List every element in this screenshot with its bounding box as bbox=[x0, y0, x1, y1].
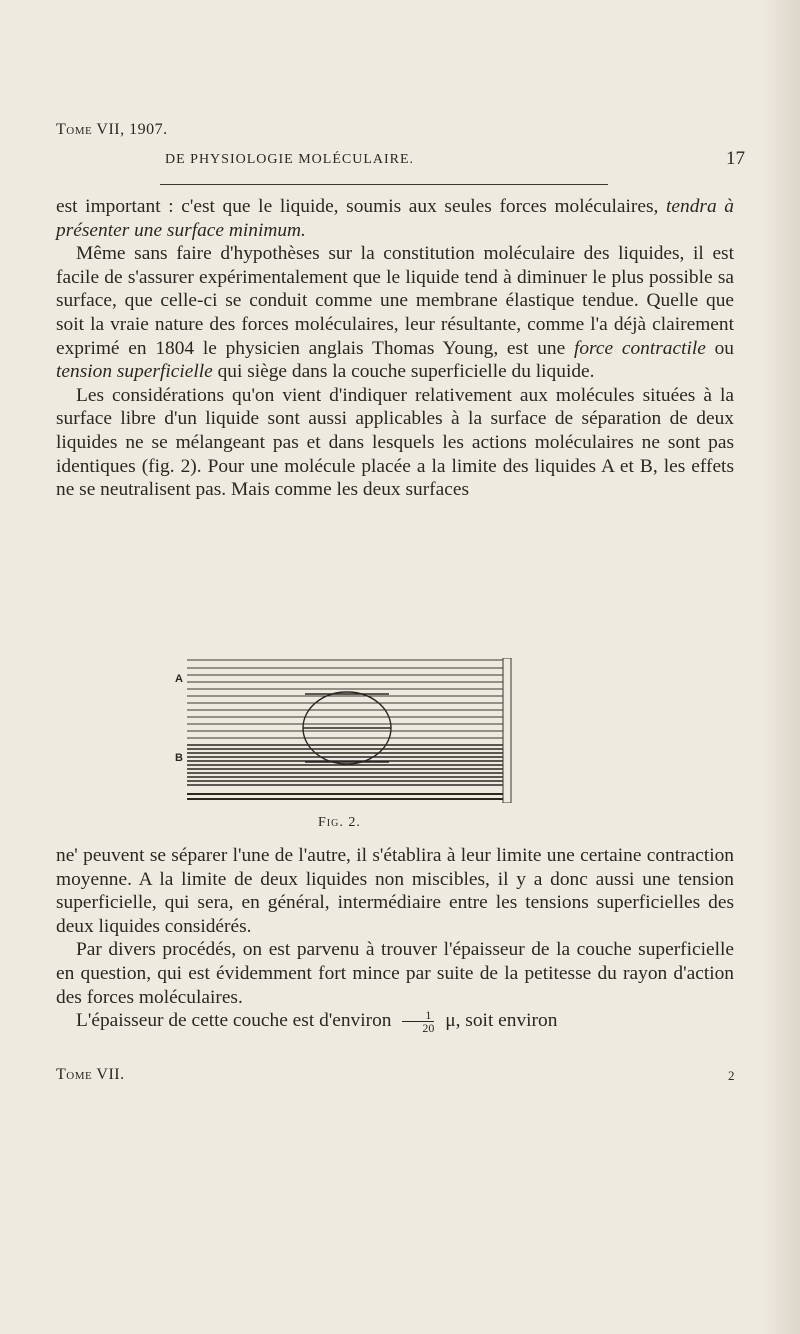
volume-label: Tome VII, 1907. bbox=[56, 121, 168, 138]
running-head: DE PHYSIOLOGIE MOLÉCULAIRE. bbox=[165, 152, 415, 167]
last-line-before: L'épaisseur de cette couche est d'environ bbox=[76, 1010, 392, 1032]
liquid-b-lines bbox=[187, 745, 503, 785]
figure-label-a: A bbox=[175, 673, 183, 685]
page-number: 17 bbox=[726, 148, 745, 169]
figure-2-diagram bbox=[165, 658, 513, 803]
paragraph-2 bbox=[56, 242, 734, 384]
paragraph-2-text: Même sans faire d'hypothèses sur la constitution moléculaire des liquides, il est facile de s'assurer expérimentalement que le liquide tend à diminuer le plus possible sa surface, que celle-ci se conduit comme une membrane élastique tendue. Quelle que soit la vraie nature des forces moléculaires, leur résultante, comme l'a déjà clairement exprimé en 1804 le physicien anglais Thomas Young, est une force contractile ou tension superficielle qui siège dans la couche superficielle du liquide. bbox=[56, 243, 734, 383]
figure-edge bbox=[503, 658, 511, 803]
fraction bbox=[402, 1009, 434, 1034]
fraction-numerator: 1 bbox=[402, 1009, 434, 1022]
paragraph-5: Par divers procédés, on est parvenu à trouver l'épaisseur de la couche superficielle en question, qui est évidemment fort mince par suite de la petitesse du rayon d'action des forces moléculaires. bbox=[56, 939, 734, 1008]
paragraph-3: Les considérations qu'on vient d'indiquer relativement aux molécules situées à la surface libre d'un liquide sont aussi applicables à la surface de séparation de deux liquides ne se mélangeant pas et dans lesquels les actions moléculaires ne sont pas identiques (fig. 2). Pour une molécule placée a la limite des liquides A et B, les effets ne se neutralisent pas. Mais comme les deux surfaces bbox=[56, 384, 734, 501]
interface-lines bbox=[187, 794, 503, 799]
figure-caption: Fig. 2. bbox=[318, 815, 361, 830]
paragraph-1 bbox=[56, 195, 734, 242]
header-rule bbox=[160, 184, 608, 185]
figure-label-b: B bbox=[175, 752, 183, 764]
paragraph-6 bbox=[56, 1009, 734, 1034]
signature-mark: 2 bbox=[728, 1068, 735, 1083]
liquid-a-lines bbox=[187, 660, 503, 738]
body-text-bottom bbox=[56, 844, 734, 1034]
footer-volume-label: Tome VII. bbox=[56, 1066, 125, 1083]
paragraph-4: ne' peuvent se séparer l'une de l'autre, il s'établira à leur limite une certaine contraction moyenne. A la limite de deux liquides non miscibles, il y a donc aussi une tension superficielle, qui sera, en général, intermédiaire entre les tensions superficielles des deux liquides considérés. bbox=[56, 845, 734, 937]
paragraph-1-text: est important : c'est que le liquide, soumis aux seules forces moléculaires, tendra à présenter une surface minimum. bbox=[56, 196, 734, 241]
last-line-after: μ, soit environ bbox=[445, 1010, 558, 1032]
body-text-top bbox=[56, 195, 734, 502]
fraction-denominator: 20 bbox=[422, 1021, 435, 1036]
page-edge-shadow bbox=[760, 0, 800, 1334]
